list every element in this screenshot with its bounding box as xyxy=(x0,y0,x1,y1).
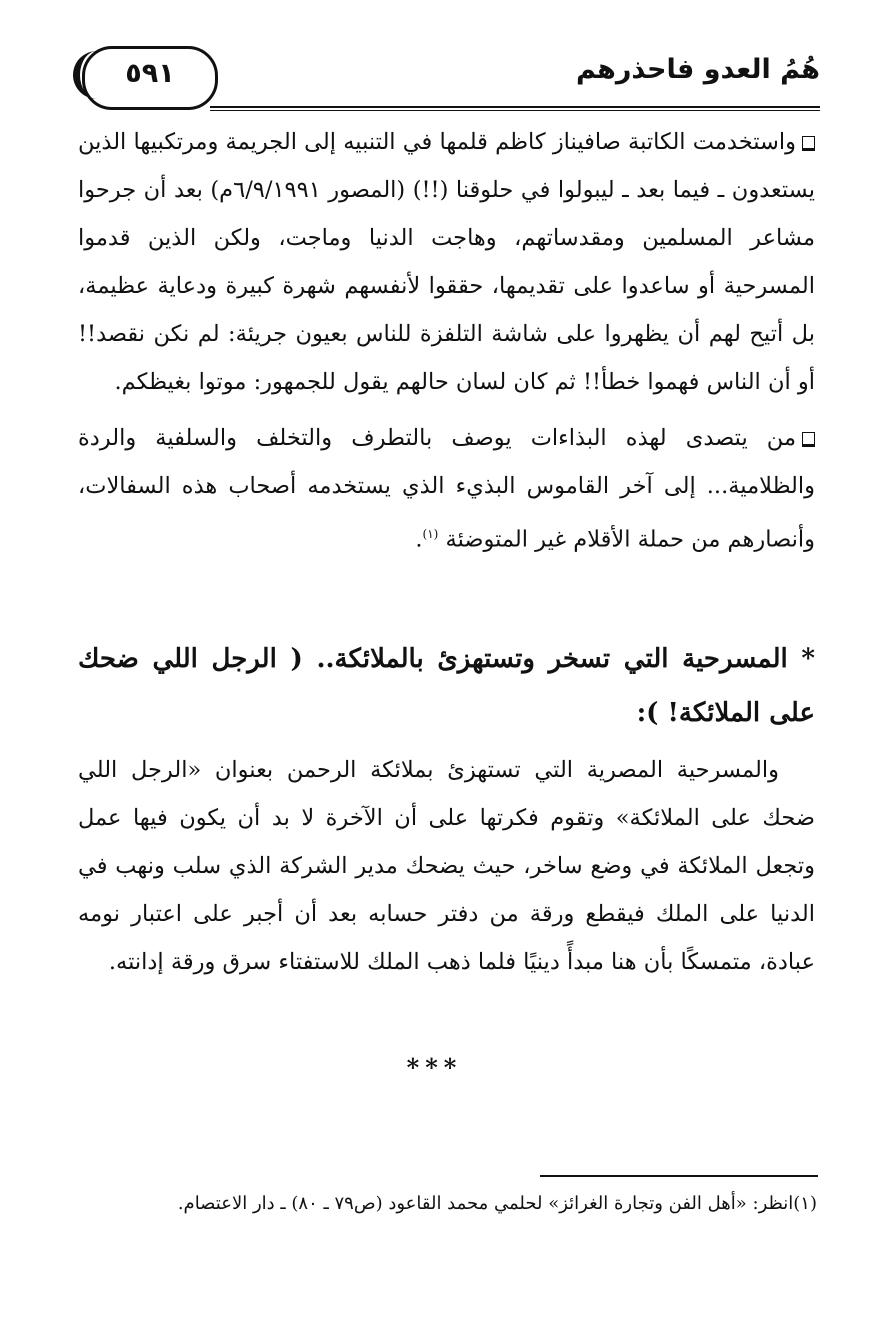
bullet-box-icon xyxy=(802,432,815,447)
section-heading: * المسرحية التي تسخر وتستهزئ بالملائكة.. ( الرجل اللي ضحك على الملائكة! ): xyxy=(78,644,815,728)
page-number: ٥٩١ xyxy=(125,58,175,89)
paragraph-2: من يتصدى لهذه البذاءات يوصف بالتطرف والتخلف والسلفية والردة والظلامية... إلى آخر القاموس البذيء الذي يستخدمه أصحاب هذه السفالات، وأنصارهم من حملة الأقلام غير المتوضئة $^{(١)}$. xyxy=(78,425,815,553)
bullet-box-icon xyxy=(802,136,815,151)
section-separator: *** xyxy=(406,1053,463,1082)
running-title: هُمُ العدو فاحذرهم xyxy=(575,54,820,85)
header-rule xyxy=(210,106,820,108)
footnote-rule xyxy=(540,1175,818,1177)
header-rule-thin xyxy=(210,110,820,111)
footnote-ref: (١) xyxy=(422,527,439,541)
section-paragraph: والمسرحية المصرية التي تستهزئ بملائكة الرحمن بعنوان «الرجل اللي ضحك على الملائكة» وتقوم فكرتها على أن الآخرة لا بد أن يكون فيها عمل وتجعل الملائكة في وضع ساخر، حيث يضحك مدير الشركة الذي سلب ونهب في الدنيا على الملك فيقطع ورقة من دفتر حسابه بعد أن أجبر على اعتبار نومه عبادة، متمسكًا بأن هنا مبدأً دينيًا فلما ذهب الملك للاستفتاء سرق ورقة إدانته. xyxy=(78,757,815,975)
footnote: (١)انظر: «أهل الفن وتجارة الغرائز» لحلمي محمد القاعود (ص٧٩ ـ ٨٠) ـ دار الاعتصام. xyxy=(177,1193,817,1214)
main-text xyxy=(78,118,815,564)
page-number-badge xyxy=(82,46,218,110)
page-header xyxy=(70,38,820,108)
section xyxy=(78,632,815,986)
paragraph-1: واستخدمت الكاتبة صافيناز كاظم قلمها في التنبيه إلى الجريمة ومرتكبيها الذين يستعدون ـ فيما بعد ـ ليبولوا في حلوقنا (!!) (المصور ٦/٩/١٩٩١م) بعد أن جرحوا مشاعر المسلمين ومقدساتهم، وهاجت الدنيا وماجت، ولكن الذين قدموا المسرحية أو ساعدوا على تقديمها، حققوا لأنفسهم شهرة كبيرة ودعاية عظيمة، بل أتيح لهم أن يظهروا على شاشة التلفزة للناس بعيون جريئة: لم نكن نقصد!! أو أن الناس فهموا خطأ!! ثم كان لسان حالهم يقول للجمهور: موتوا بغيظكم. xyxy=(78,129,815,395)
